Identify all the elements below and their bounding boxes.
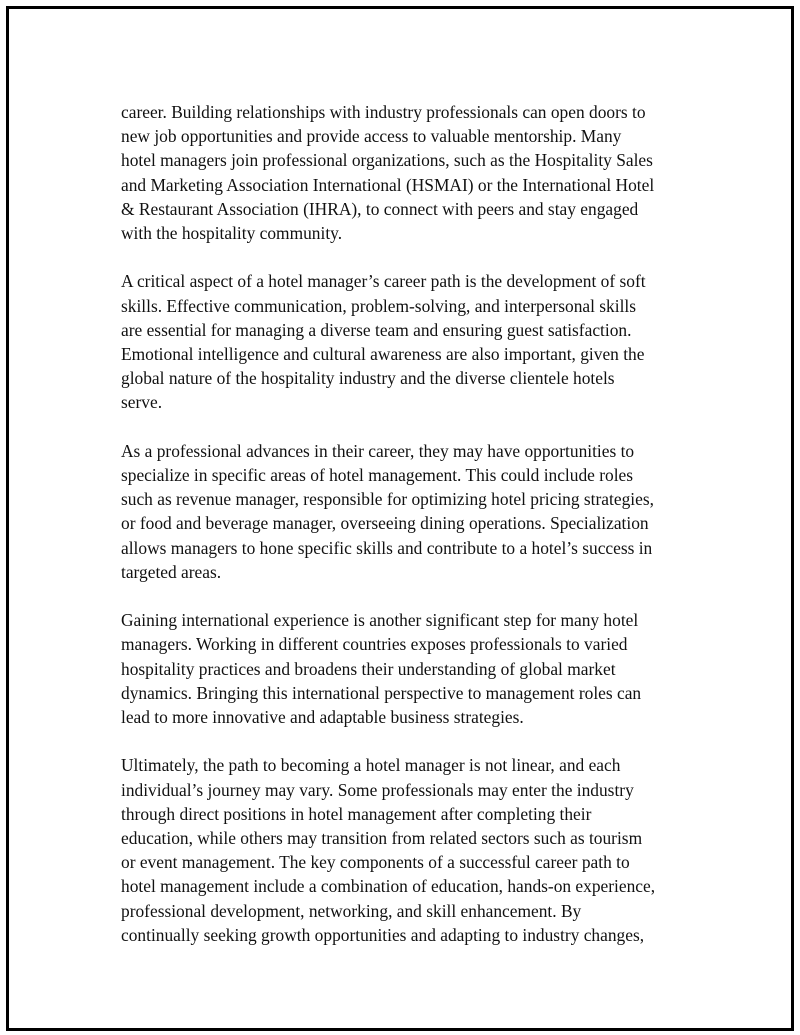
- text-line: Ultimately, the path to becoming a hotel manager is not linear, and each: [121, 755, 621, 776]
- text-line: professional development, networking, and skill enhancement. By: [121, 900, 582, 921]
- text-line: or event management. The key components of a successful career path to: [121, 852, 630, 873]
- paragraph-networking: [121, 100, 696, 245]
- text-line: are essential for managing a diverse team and ensuring guest satisfaction.: [121, 319, 632, 340]
- paragraph-international-experience: [121, 608, 696, 729]
- paragraph-soft-skills: [121, 269, 696, 414]
- text-line: global nature of the hospitality industry and the diverse clientele hotels: [121, 368, 615, 389]
- document-body: [121, 100, 696, 971]
- text-line: A critical aspect of a hotel manager’s career path is the development of soft: [121, 271, 646, 292]
- text-line: new job opportunities and provide access to valuable mentorship. Many: [121, 126, 622, 147]
- text-line: managers. Working in different countries exposes professionals to varied: [121, 634, 628, 655]
- paragraph-specialization: [121, 439, 696, 584]
- text-line: career. Building relationships with industry professionals can open doors to: [121, 102, 646, 122]
- text-line: targeted areas.: [121, 561, 222, 582]
- text-line: As a professional advances in their career, they may have opportunities to: [121, 440, 635, 461]
- text-line: dynamics. Bringing this international perspective to management roles can: [121, 682, 642, 703]
- text-line: such as revenue manager, responsible for optimizing hotel pricing strategies,: [121, 489, 654, 510]
- text-line: serve.: [121, 392, 163, 413]
- text-line: lead to more innovative and adaptable business strategies.: [121, 707, 524, 728]
- page-border: [6, 6, 794, 1031]
- text-line: through direct positions in hotel management after completing their: [121, 803, 592, 824]
- text-line: hotel managers join professional organizations, such as the Hospitality Sales: [121, 150, 653, 171]
- text-line: Emotional intelligence and cultural awareness are also important, given the: [121, 344, 645, 365]
- text-line: education, while others may transition from related sectors such as tourism: [121, 828, 643, 849]
- text-line: skills. Effective communication, problem-solving, and interpersonal skills: [121, 295, 637, 316]
- text-line: specialize in specific areas of hotel management. This could include roles: [121, 465, 634, 486]
- paragraph-conclusion: [121, 753, 696, 947]
- text-line: Gaining international experience is another significant step for many hotel: [121, 610, 639, 631]
- text-line: hotel management include a combination of education, hands-on experience,: [121, 876, 656, 897]
- text-line: allows managers to hone specific skills and contribute to a hotel’s success in: [121, 537, 653, 558]
- text-line: and Marketing Association International (HSMAI) or the International Hotel: [121, 174, 655, 195]
- text-line: with the hospitality community.: [121, 223, 343, 244]
- text-line: hospitality practices and broadens their understanding of global market: [121, 658, 616, 679]
- text-line: individual’s journey may vary. Some professionals may enter the industry: [121, 779, 634, 800]
- text-line: continually seeking growth opportunities and adapting to industry changes,: [121, 924, 645, 945]
- text-line: & Restaurant Association (IHRA), to connect with peers and stay engaged: [121, 198, 639, 219]
- text-line: or food and beverage manager, overseeing dining operations. Specialization: [121, 513, 649, 534]
